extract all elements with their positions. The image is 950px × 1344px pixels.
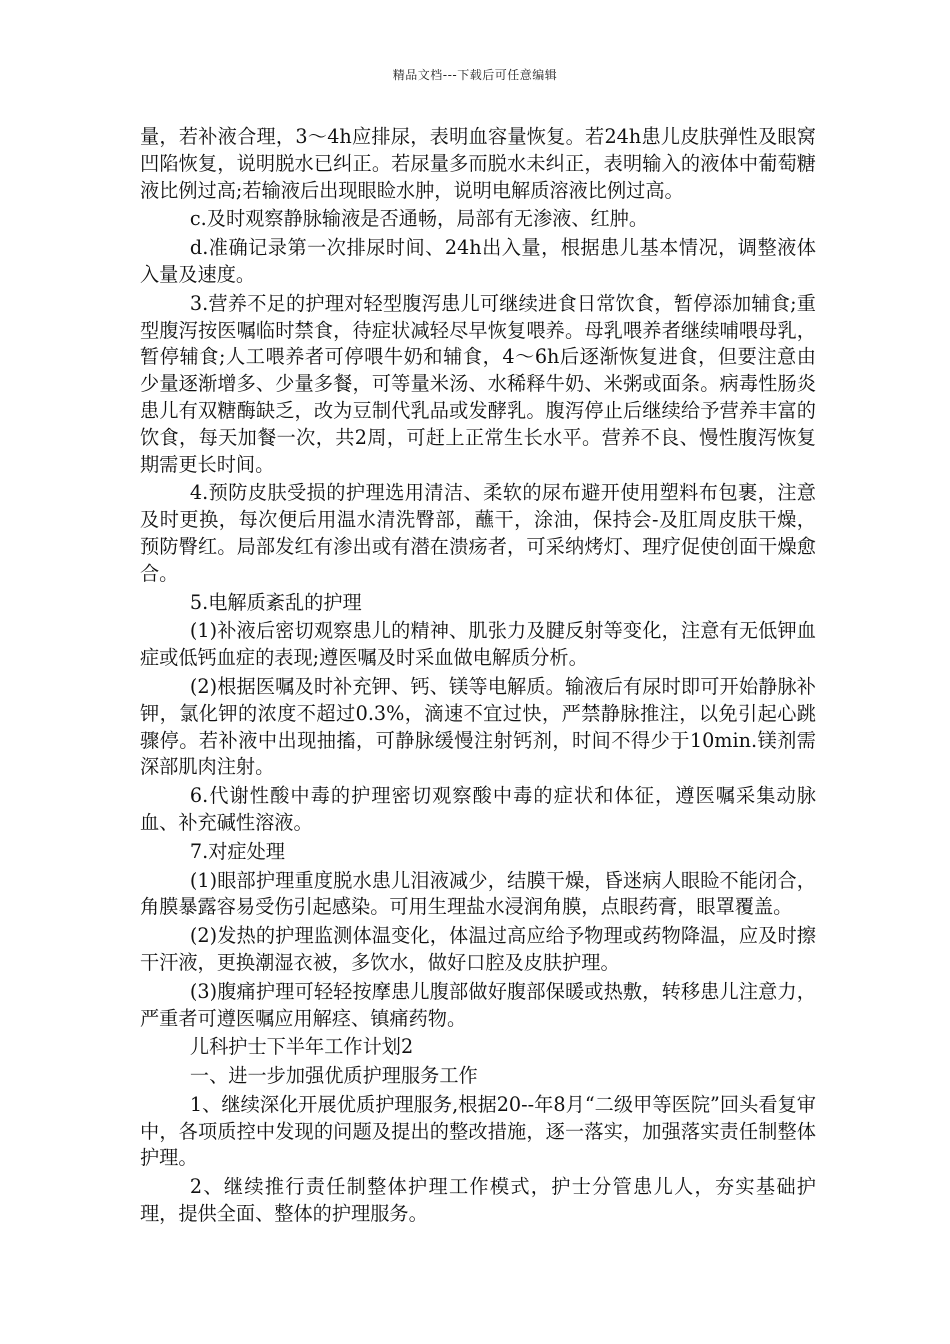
paragraph: (1)眼部护理重度脱水患儿泪液减少，结膜干燥，昏迷病人眼睑不能闭合，角膜暴露容易受伤引起感染。可用生理盐水浸润角膜，点眼药膏，眼罩覆盖。 bbox=[140, 868, 816, 919]
paragraph: (3)腹痛护理可轻轻按摩患儿腹部做好腹部保暖或热敷，转移患儿注意力，严重者可遵医嘱应用解痉、镇痛药物。 bbox=[140, 979, 816, 1030]
paragraph: c.及时观察静脉输液是否通畅，局部有无渗液、红肿。 bbox=[189, 207, 649, 231]
paragraph: 7.对症处理 bbox=[189, 839, 285, 863]
paragraph: 4.预防皮肤受损的护理选用清洁、柔软的尿布避开使用塑料布包裹，注意及时更换，每次便后用温水清洗臀部，蘸干，涂油，保持会-及肛周皮肤干燥，预防臀红。局部发红有渗出或有潜在溃疡者，可采纳烤灯、理疗促使创面干燥愈合。 bbox=[140, 481, 816, 585]
page-header: 精品文档---下载后可任意编辑 bbox=[392, 68, 558, 82]
paragraph: (2)发热的护理监测体温变化，体温过高应给予物理或药物降温，应及时擦干汗液，更换潮湿衣被，多饮水，做好口腔及皮肤护理。 bbox=[140, 924, 816, 974]
paragraph: 1、继续深化开展优质护理服务,根据20--年8月“二级甲等医院”回头看复审中，各项质控中发现的问题及提出的整改措施，逐一落实，加强落实责任制整体护理。 bbox=[140, 1092, 816, 1170]
paragraph: 儿科护士下半年工作计划2 bbox=[189, 1035, 414, 1059]
paragraph: 2、继续推行责任制整体护理工作模式，护士分管患儿人，夯实基础护理，提供全面、整体的护理服务。 bbox=[140, 1175, 816, 1226]
paragraph: (1)补液后密切观察患儿的精神、肌张力及腱反射等变化，注意有无低钾血症或低钙血症的表现;遵医嘱及时采血做电解质分析。 bbox=[140, 619, 816, 670]
paragraph: d.准确记录第一次排尿时间、24h出入量，根据患儿基本情况，调整液体入量及速度。 bbox=[140, 236, 816, 286]
paragraph: 5.电解质紊乱的护理 bbox=[189, 590, 362, 614]
document-body bbox=[140, 124, 816, 1230]
paragraph: (2)根据医嘱及时补充钾、钙、镁等电解质。输液后有尿时即可开始静脉补钾，氯化钾的浓度不超过0.3%，滴速不宜过快，严禁静脉推注，以免引起心跳骤停。若补液中出现抽搐，可静脉缓慢注射钙剂，时间不得少于10min.镁剂需深部肌肉注射。 bbox=[140, 674, 816, 779]
paragraph: 量，若补液合理，3～4h应排尿，表明血容量恢复。若24h患儿皮肤弹性及眼窝凹陷恢复，说明脱水已纠正。若尿量多而脱水未纠正，表明输入的液体中葡萄糖液比例过高;若输液后出现眼睑水肿，说明电解质溶液比例过高。 bbox=[140, 125, 816, 202]
paragraph: 3.营养不足的护理对轻型腹泻患儿可继续进食日常饮食，暂停添加辅食;重型腹泻按医嘱临时禁食，待症状减轻尽早恢复喂养。母乳喂养者继续哺喂母乳，暂停辅食;人工喂养者可停喂牛奶和辅食，4～6h后逐渐恢复进食，但要注意由少量逐渐增多、少量多餐，可等量米汤、水稀释牛奶、米粥或面条。病毒性肠炎患儿有双糖酶缺乏，改为豆制代乳品或发酵乳。腹泻停止后继续给予营养丰富的饮食，每天加餐一次，共2周，可赶上正常生长水平。营养不良、慢性腹泻恢复期需更长时间。 bbox=[140, 291, 816, 476]
paragraph: 一、进一步加强优质护理服务工作 bbox=[189, 1064, 478, 1088]
paragraph: 6.代谢性酸中毒的护理密切观察酸中毒的症状和体征，遵医嘱采集动脉血、补充碱性溶液。 bbox=[140, 784, 816, 834]
